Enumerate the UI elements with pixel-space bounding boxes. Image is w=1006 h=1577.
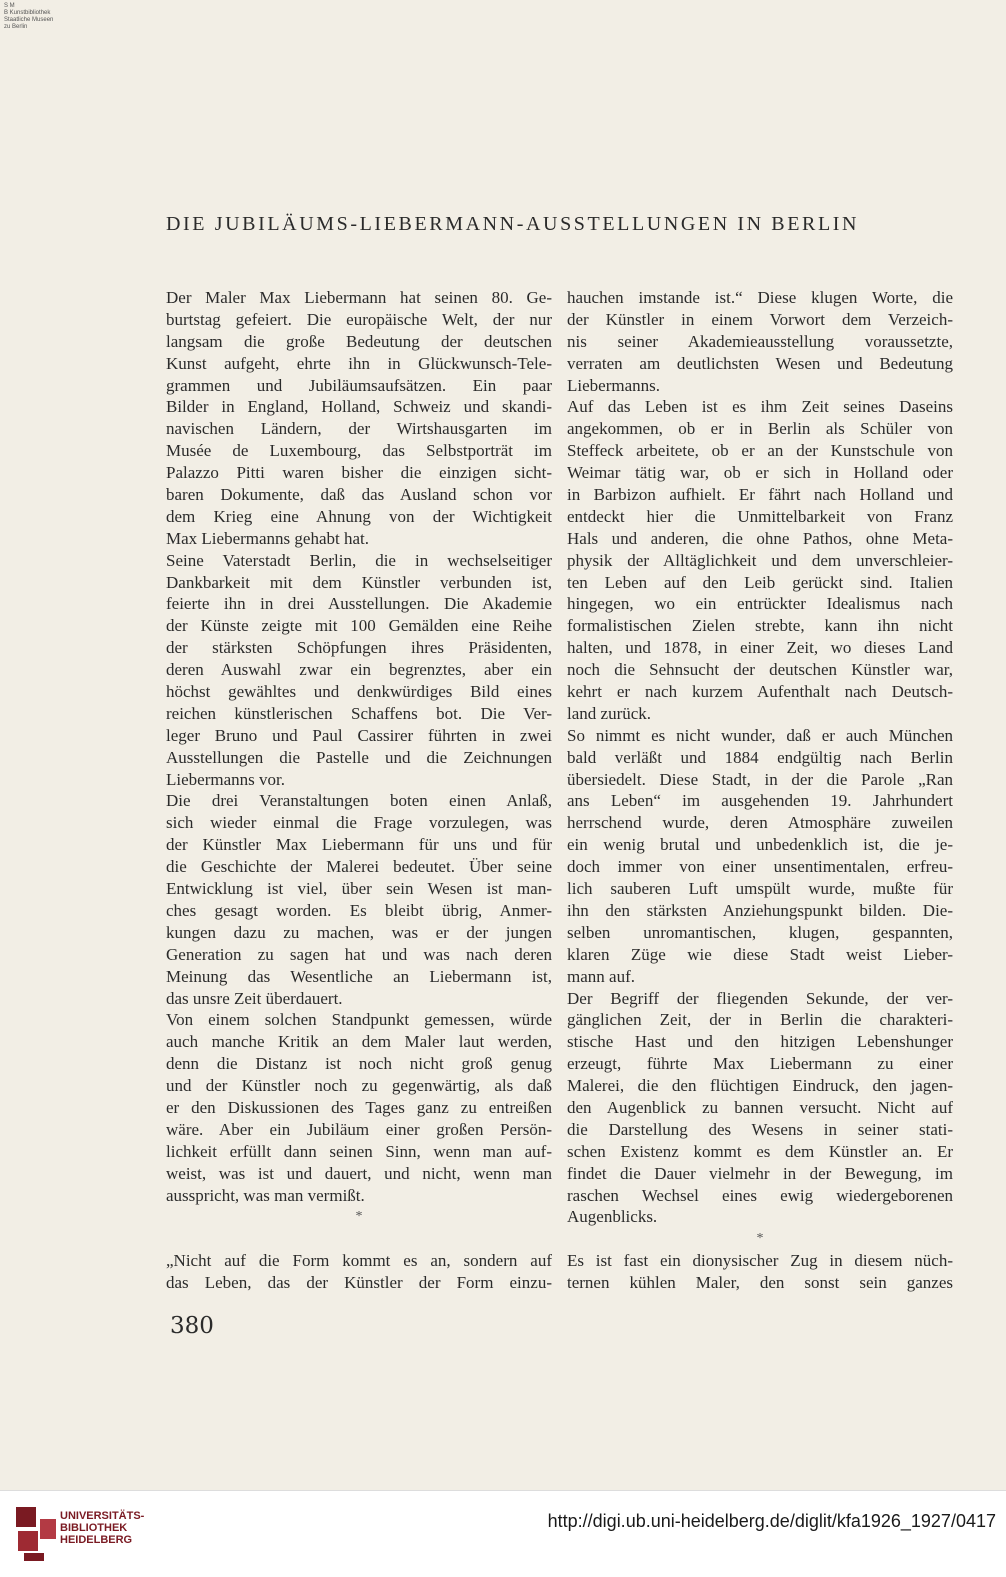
text-line: ans Leben“ im ausgehenden 19. Jahrhundert [567,791,953,811]
text-line: findet die Dauer vielmehr in der Bewegung, im [567,1163,953,1183]
text-line: stische Hast und den hitzigen Lebenshunger [567,1032,953,1052]
text-line: Max Liebermanns gehabt hat. [166,528,369,548]
text-line: Generation zu sagen hat und was nach deren [166,944,552,964]
text-line: Auf das Leben ist es ihm Zeit seines Daseins [567,397,953,417]
text-line: Der Maler Max Liebermann hat seinen 80. Ge- [166,288,552,307]
text-line: Augenblicks. [567,1207,658,1227]
text-line: So nimmt es nicht wunder, daß er auch München [567,725,953,745]
text-line: ein wenig brutal und unbedenklich ist, die je- [567,835,953,855]
text-line: kungen dazu zu machen, was er der jungen [166,922,552,942]
stamp-line: Staatliche Museen [4,17,54,23]
text-line: Der Begriff der fliegenden Sekunde, der ver- [567,988,953,1008]
text-line: halten, und 1878, in einer Zeit, wo dieses Land [567,638,953,658]
text-line: Liebermanns. [567,375,660,395]
text-line: Malerei, die den flüchtigen Eindruck, den jagen- [567,1076,953,1096]
text-line: mann auf. [567,966,635,986]
text-line: erzeugt, führte Max Liebermann zu einer [567,1054,953,1074]
text-line: Musée de Luxembourg, das Selbstporträt im [166,441,552,461]
footer-bar [0,1490,1006,1577]
text-line: das unsre Zeit überdauert. [166,988,343,1008]
text-line: angekommen, ob er in Berlin als Schüler von [567,419,953,439]
text-line: kehrt er nach kurzem Aufenthalt nach Deutsch- [567,682,953,702]
text-line: raschen Wechsel eines ewig wiedergeborenen [567,1185,953,1205]
text-line: Hals und anderen, die ohne Pathos, ohne Meta- [567,528,953,548]
left-column [166,287,552,1294]
text-line: deren Auswahl zwar ein begrenztes, aber ein [166,660,552,680]
article-heading: DIE JUBILÄUMS-LIEBERMANN-AUSSTELLUNGEN IN BERLIN [166,213,860,235]
text-line: weist, was ist und dauert, und nicht, wenn man [166,1163,552,1183]
text-line: der Künstler Max Liebermann für uns und für [166,835,552,855]
text-line: ihn den stärksten Anziehungspunkt bilden. Die- [567,900,953,920]
library-name-line: BIBLIOTHEK [60,1522,128,1534]
page-number: 380 [170,1313,214,1339]
text-line: doch immer von einer unsentimentalen, erfreu- [567,857,953,877]
text-line: hauchen imstande ist.“ Diese klugen Worte, die [567,288,953,307]
library-name-line: UNIVERSITÄTS- [60,1510,145,1522]
text-line: herrschend wurde, deren Atmosphäre zuweilen [567,813,953,833]
text-line: Meinung das Wesentliche an Liebermann ist, [166,966,552,986]
text-line: das Leben, das der Künstler der Form einzu- [166,1273,552,1293]
text-line: baren Dokumente, daß das Ausland schon vor [166,485,552,505]
text-line: ausspricht, was man vermißt. [166,1185,365,1205]
section-divider-asterisk: * [355,1209,363,1225]
text-line: wäre. Aber ein Jubiläum einer großen Persön- [166,1119,552,1139]
text-line: grammen und Jubiläumsaufsätzen. Ein paar [166,375,552,395]
text-line: er den Diskussionen des Tages ganz zu entreißen [166,1097,552,1117]
paragraph-gap [166,1228,552,1250]
section-divider-asterisk: * [756,1231,764,1247]
text-line: auch manche Kritik an dem Maler laut werden, [166,1032,552,1052]
library-name-line: HEIDELBERG [60,1534,133,1546]
text-line: gänglichen Zeit, der in Berlin die charakteri- [567,1010,953,1030]
text-line: land zurück. [567,703,652,723]
text-line: und der Künstler noch zu gegenwärtig, als daß [166,1076,552,1096]
text-line: die Geschichte der Malerei bedeutet. Über seine [166,857,552,877]
text-line: hingegen, wo ein entrückter Idealismus nach [567,594,953,614]
text-line: ches gesagt worden. Es bleibt übrig, Anmer- [166,900,552,920]
text-line: Palazzo Pitti waren bisher die einzigen sicht- [166,463,552,483]
text-line: dem Krieg eine Ahnung von der Wichtigkeit [166,506,552,526]
text-line: navischen Ländern, der Wirtshausgarten im [166,419,552,439]
text-line: langsam die große Bedeutung der deutschen [166,331,552,351]
text-line: Weimar tätig war, ob er sich in Holland oder [567,463,953,483]
text-line: leger Bruno und Paul Cassirer führten in zwei [166,725,552,745]
text-line: Liebermanns vor. [166,769,285,789]
text-line: Es ist fast ein dionysischer Zug in diesem nüch- [567,1251,953,1271]
text-line: der Künstler in einem Vorwort dem Verzeich- [567,309,953,329]
text-line: den Augenblick zu bannen versucht. Nicht auf [567,1097,953,1117]
text-line: Dankbarkeit mit dem Künstler verbunden ist, [166,572,552,592]
text-line: verraten am deutlichsten Wesen und Bedeutung [567,353,953,373]
text-line: Seine Vaterstadt Berlin, die in wechselseitiger [166,550,552,570]
text-line: schen Existenz kommt es dem Künstler an. Er [567,1141,953,1161]
text-line: denn die Distanz ist noch nicht groß genug [166,1054,552,1074]
text-line: in Barbizon aufhielt. Er fährt nach Holland und [567,485,953,505]
text-line: „Nicht auf die Form kommt es an, sondern auf [166,1251,552,1271]
stamp-line: S M [4,3,15,9]
text-line: reichen künstlerischen Schaffens bot. Die Ver- [166,703,552,723]
text-line: ten Leben auf den Leib gerückt sind. Italien [567,572,953,592]
text-line: Steffeck arbeitete, ob er an der Kunstschule von [567,441,953,461]
stamp-line: B Kunstbibliothek [4,10,51,16]
text-line: entdeckt hier die Unmittelbarkeit von Franz [567,506,953,526]
text-line: Kunst aufgeht, ehrte ihn in Glückwunsch-Tele- [166,353,552,373]
text-line: bald verläßt und 1884 endgültig nach Berlin [567,747,953,767]
text-line: noch die Sehnsucht der deutschen Künstler war, [567,660,953,680]
text-line: übersiedelt. Diese Stadt, in der die Parole „Ran [567,769,953,789]
text-line: physik der Alltäglichkeit und dem unverschleier- [567,550,953,570]
text-line: klaren Züge wie diese Stadt weist Lieber- [567,944,953,964]
text-line: Bilder in England, Holland, Schweiz und skandi- [166,397,552,417]
text-line: ternen kühlen Maler, den sonst sein ganzes [567,1273,953,1293]
text-line: Die drei Veranstaltungen boten einen Anlaß, [166,791,552,811]
text-line: lichkeit erfüllt dann seinen Sinn, wenn man auf- [166,1141,552,1161]
text-line: Entwicklung ist viel, über sein Wesen ist man- [166,879,552,899]
text-line: sich wieder einmal die Frage vorzulegen, was [166,813,552,833]
library-stamp [4,3,53,31]
university-logo-icon [12,1505,58,1563]
text-line: höchst gewähltes und denkwürdiges Bild eines [166,682,552,702]
text-line: Von einem solchen Standpunkt gemessen, würde [166,1010,552,1030]
text-line: feierte ihn in drei Ausstellungen. Die Akademie [166,594,552,614]
text-line: lich sauberen Luft umspült wurde, mußte für [567,879,953,899]
right-column [567,287,953,1294]
text-line: nis seiner Akademieausstellung voraussetzte, [567,331,953,351]
text-line: burtstag gefeiert. Die europäische Welt, der nur [166,309,552,329]
text-line: der stärksten Schöpfungen ihres Präsidenten, [166,638,552,658]
text-line: formalistischen Zielen strebte, kann ihn nicht [567,616,953,636]
text-line: selben unromantischen, klugen, gespannten, [567,922,953,942]
library-name [60,1510,144,1546]
stamp-line: zu Berlin [4,24,28,30]
text-line: Ausstellungen die Pastelle und die Zeichnungen [166,747,552,767]
text-line: die Darstellung des Wesens in seiner stati- [567,1119,953,1139]
permalink-url[interactable]: http://digi.ub.uni-heidelberg.de/diglit/kfa1926_1927/0417 [547,1511,996,1531]
text-line: der Künste zeigte mit 100 Gemälden eine Reihe [166,616,552,636]
